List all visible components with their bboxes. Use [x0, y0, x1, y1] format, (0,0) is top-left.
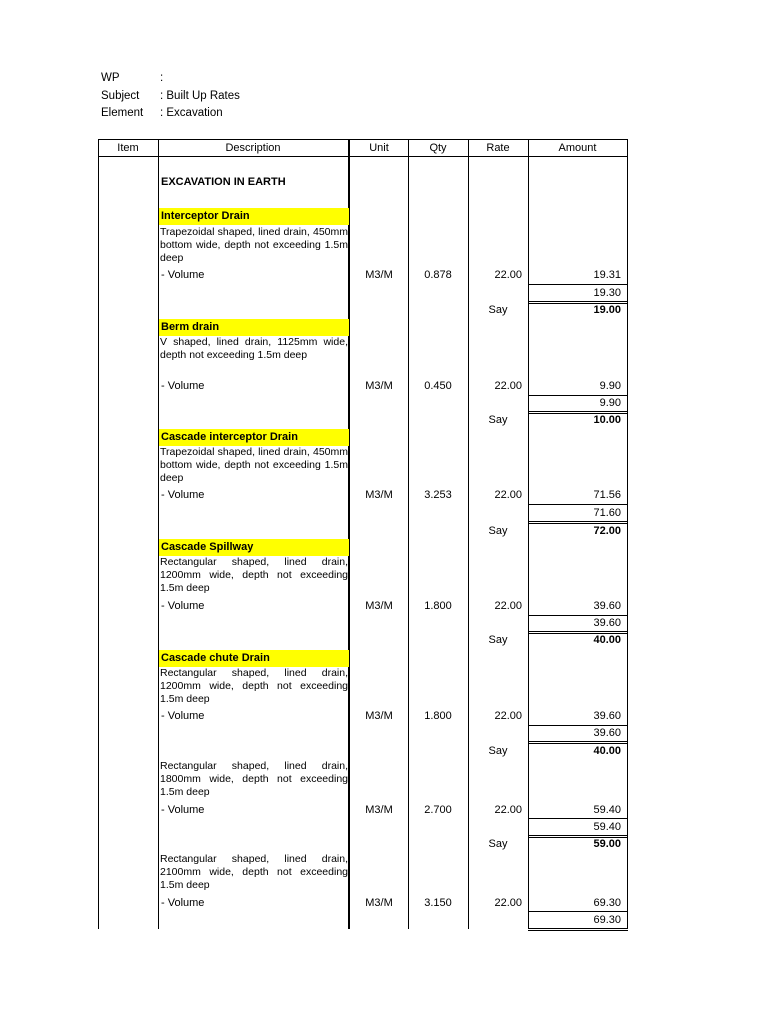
block-description: Rectangular shaped, lined drain, 2100mm wide, depth not exceeding 1.5m deep — [160, 853, 348, 891]
say-label: Say — [488, 745, 508, 757]
unit-cell: M3/M — [365, 710, 393, 722]
unit-cell: M3/M — [365, 804, 393, 816]
qty-cell: 1.800 — [424, 600, 452, 612]
col-header-qty: Qty — [429, 142, 447, 154]
col-divider — [158, 139, 159, 929]
block-description: Rectangular shaped, lined drain, 1200mm wide, depth not exceeding 1.5m deep — [160, 667, 348, 705]
qty-cell: 2.700 — [424, 804, 452, 816]
volume-label: - Volume — [161, 804, 205, 816]
unit-cell: M3/M — [365, 897, 393, 909]
col-header-amount: Amount — [558, 142, 597, 154]
element-value: : Excavation — [160, 107, 223, 119]
block-title: Interceptor Drain — [161, 210, 250, 222]
col-header-rate: Rate — [486, 142, 510, 154]
col-divider — [627, 139, 628, 929]
qty-cell: 0.878 — [424, 269, 452, 281]
block-description: Trapezoidal shaped, lined drain, 450mm bottom wide, depth not exceeding 1.5m deep — [160, 226, 348, 264]
unit-cell: M3/M — [365, 489, 393, 501]
double-rule — [528, 741, 628, 742]
qty-cell: 1.800 — [424, 710, 452, 722]
say-amount: 40.00 — [593, 634, 621, 646]
volume-label: - Volume — [161, 489, 205, 501]
double-rule — [528, 930, 628, 931]
element-label: Element — [101, 107, 144, 119]
say-amount: 19.00 — [593, 304, 621, 316]
say-label: Say — [488, 304, 508, 316]
say-amount: 10.00 — [593, 414, 621, 426]
wp-value: : — [160, 72, 164, 84]
table-top-border — [98, 139, 628, 140]
subject-value: : Built Up Rates — [160, 90, 240, 102]
rate-cell: 22.00 — [494, 269, 522, 281]
rounded-amount: 71.60 — [593, 507, 621, 519]
col-divider — [98, 139, 99, 929]
table-header-border — [98, 156, 628, 157]
amount-cell: 19.31 — [593, 269, 621, 281]
rate-cell: 22.00 — [494, 600, 522, 612]
unit-cell: M3/M — [365, 600, 393, 612]
amount-rule — [528, 911, 628, 912]
col-header-description: Description — [225, 142, 281, 154]
unit-cell: M3/M — [365, 380, 393, 392]
amount-cell: 71.56 — [593, 489, 621, 501]
say-amount: 72.00 — [593, 525, 621, 537]
amount-rule — [528, 395, 628, 396]
volume-label: - Volume — [161, 269, 205, 281]
subject-label: Subject — [101, 90, 140, 102]
rounded-amount: 59.40 — [593, 821, 621, 833]
block-description: Rectangular shaped, lined drain, 1200mm wide, depth not exceeding 1.5m deep — [160, 556, 348, 594]
block-title: Cascade Spillway — [161, 541, 254, 553]
volume-label: - Volume — [161, 710, 205, 722]
unit-cell: M3/M — [365, 269, 393, 281]
amount-cell: 9.90 — [599, 380, 621, 392]
amount-cell: 69.30 — [593, 897, 621, 909]
rate-cell: 22.00 — [494, 380, 522, 392]
volume-label: - Volume — [161, 600, 205, 612]
amount-rule — [528, 504, 628, 505]
amount-rule — [528, 725, 628, 726]
rate-cell: 22.00 — [494, 489, 522, 501]
wp-label: WP — [101, 72, 120, 84]
rate-cell: 22.00 — [494, 804, 522, 816]
say-amount: 59.00 — [593, 838, 621, 850]
block-title: Cascade interceptor Drain — [161, 431, 298, 443]
double-rule — [528, 928, 628, 929]
amount-cell: 39.60 — [593, 600, 621, 612]
block-title: Cascade chute Drain — [161, 652, 270, 664]
amount-cell: 39.60 — [593, 710, 621, 722]
col-header-item: Item — [117, 142, 139, 154]
col-header-unit: Unit — [369, 142, 389, 154]
amount-cell: 59.40 — [593, 804, 621, 816]
qty-cell: 3.253 — [424, 489, 452, 501]
rounded-amount: 69.30 — [593, 914, 621, 926]
double-rule — [528, 631, 628, 632]
double-rule — [528, 521, 628, 522]
amount-rule — [528, 818, 628, 819]
double-rule — [528, 835, 628, 836]
block-title: Berm drain — [161, 321, 220, 333]
rounded-amount: 19.30 — [593, 287, 621, 299]
say-label: Say — [488, 838, 508, 850]
block-description: Rectangular shaped, lined drain, 1800mm wide, depth not exceeding 1.5m deep — [160, 760, 348, 798]
block-description: Trapezoidal shaped, lined drain, 450mm bottom wide, depth not exceeding 1.5m deep — [160, 446, 348, 484]
say-label: Say — [488, 414, 508, 426]
say-amount: 40.00 — [593, 745, 621, 757]
double-rule — [528, 411, 628, 412]
amount-rule — [528, 284, 628, 285]
say-label: Say — [488, 634, 508, 646]
double-rule — [528, 523, 628, 524]
volume-label: - Volume — [161, 380, 205, 392]
qty-cell: 0.450 — [424, 380, 452, 392]
amount-rule — [528, 615, 628, 616]
double-rule — [528, 743, 628, 744]
rounded-amount: 39.60 — [593, 617, 621, 629]
rounded-amount: 9.90 — [599, 397, 621, 409]
block-description: V shaped, lined drain, 1125mm wide, depth not exceeding 1.5m deep — [160, 336, 348, 361]
qty-cell: 3.150 — [424, 897, 452, 909]
say-label: Say — [488, 525, 508, 537]
volume-label: - Volume — [161, 897, 205, 909]
rate-cell: 22.00 — [494, 710, 522, 722]
rate-cell: 22.00 — [494, 897, 522, 909]
double-rule — [528, 301, 628, 302]
section-title: EXCAVATION IN EARTH — [161, 176, 286, 188]
rounded-amount: 39.60 — [593, 727, 621, 739]
